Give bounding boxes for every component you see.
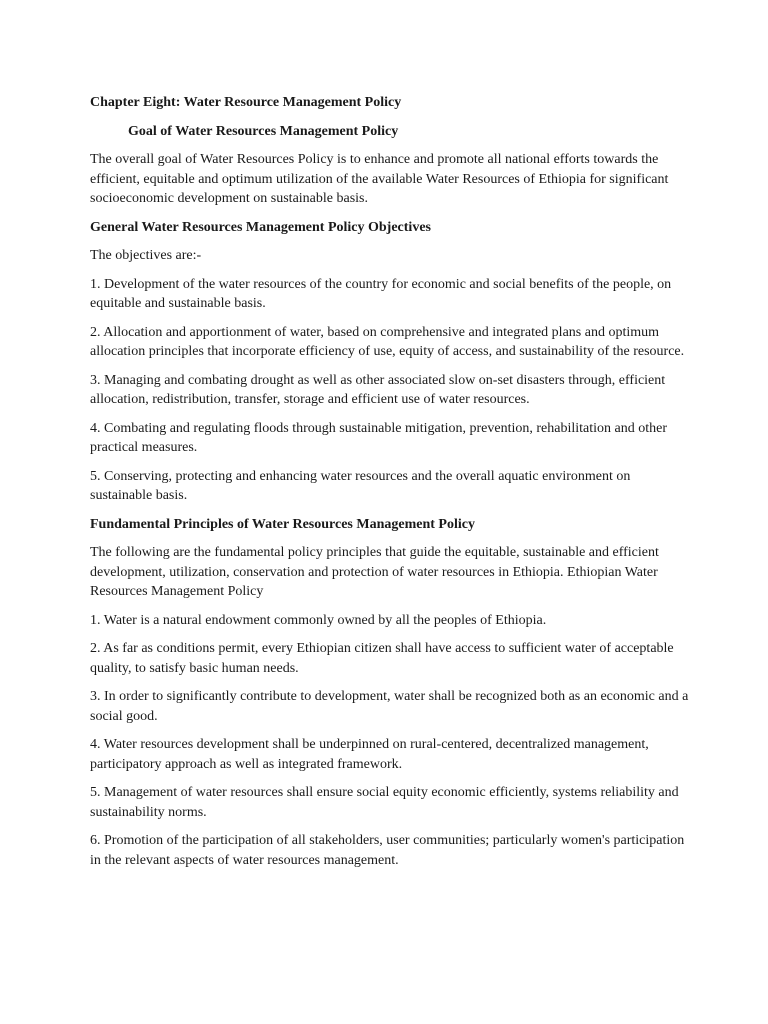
- objectives-heading: General Water Resources Management Policy Objectives: [90, 219, 431, 235]
- document-page: [90, 93, 690, 879]
- objective-item: 5. Conserving, protecting and enhancing water resources and the overall aquatic environment on sustainable basis.: [90, 468, 631, 503]
- objective-item: 3. Managing and combating drought as well as other associated slow on-set disasters through, efficient allocation, redistribution, transfer, storage and efficient use of water resources.: [90, 372, 666, 407]
- goal-paragraph: The overall goal of Water Resources Policy is to enhance and promote all national efforts towards the efficient, equitable and optimum utilization of the available Water Resources of Ethiopia for significant socioeconomic development on sustainable basis.: [90, 152, 669, 206]
- principles-intro: The following are the fundamental policy principles that guide the equitable, sustainable and efficient development, utilization, conservation and protection of water resources in Ethiopia. Ethiopian Water Resources Management Policy: [90, 545, 659, 599]
- goal-heading: Goal of Water Resources Management Policy: [128, 123, 399, 139]
- objective-item: 4. Combating and regulating floods through sustainable mitigation, prevention, rehabilitation and other practical measures.: [90, 420, 667, 455]
- principles-heading: Fundamental Principles of Water Resources Management Policy: [90, 516, 475, 532]
- principle-item: 2. As far as conditions permit, every Ethiopian citizen shall have access to sufficient water of acceptable quality, to satisfy basic human needs.: [90, 641, 674, 676]
- principle-item: 1. Water is a natural endowment commonly owned by all the peoples of Ethiopia.: [90, 612, 547, 628]
- principle-item: 4. Water resources development shall be underpinned on rural-centered, decentralized management, participatory approach as well as integrated framework.: [90, 737, 649, 772]
- principle-item: 6. Promotion of the participation of all stakeholders, user communities; particularly women's participation in the relevant aspects of water resources management.: [90, 833, 685, 868]
- principle-item: 3. In order to significantly contribute to development, water shall be recognized both as an economic and a social good.: [90, 689, 689, 724]
- objective-item: 2. Allocation and apportionment of water, based on comprehensive and integrated plans and optimum allocation principles that incorporate efficiency of use, equity of access, and sustainability of the resource.: [90, 324, 685, 359]
- principle-item: 5. Management of water resources shall ensure social equity economic efficiently, systems reliability and sustainability norms.: [90, 785, 679, 820]
- objective-item: 1. Development of the water resources of the country for economic and social benefits of the people, on equitable and sustainable basis.: [90, 276, 672, 311]
- objectives-intro: The objectives are:-: [90, 248, 202, 263]
- chapter-title: Chapter Eight: Water Resource Management Policy: [90, 95, 402, 110]
